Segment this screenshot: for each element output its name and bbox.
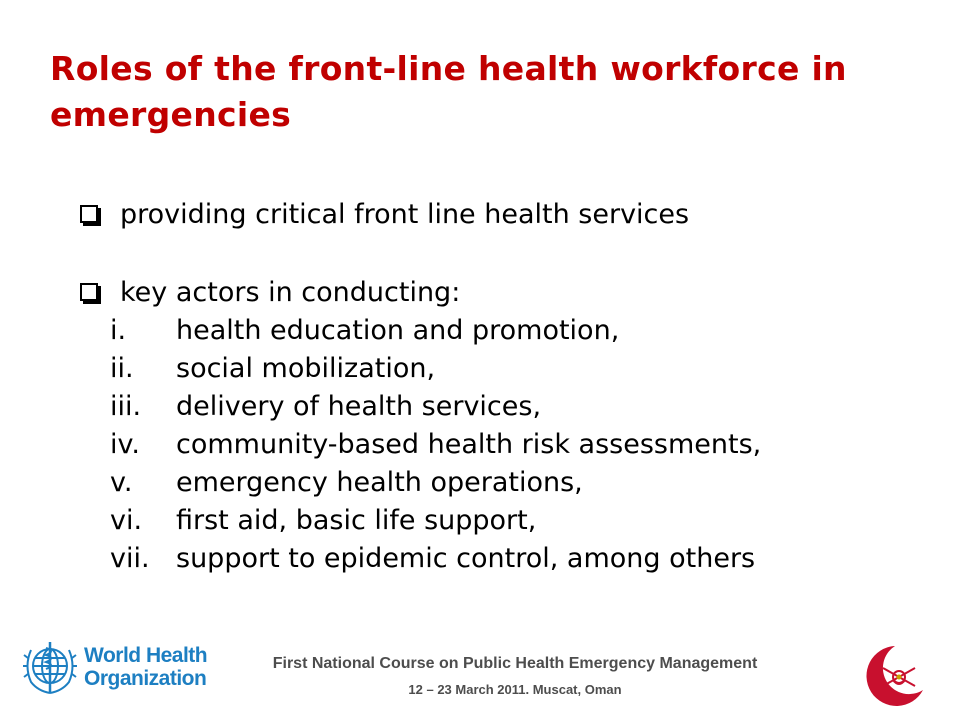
bullet-text: providing critical front line health services [120, 199, 690, 230]
checkbox-bullet-icon [80, 205, 98, 223]
slide-title: Roles of the front-line health workforce in emergencies [50, 49, 847, 134]
roman-numeral-list [80, 312, 900, 578]
who-emblem-icon [22, 636, 78, 698]
bullet-item [80, 274, 900, 312]
list-text: emergency health operations, [176, 467, 583, 498]
list-text: first aid, basic life support, [176, 505, 537, 536]
checkbox-bullet-icon [80, 283, 98, 301]
bullet-item [80, 196, 900, 234]
list-text: health education and promotion, [176, 315, 620, 346]
who-wordmark: World Health Organization [84, 644, 208, 690]
list-item [110, 426, 900, 464]
list-numeral: iii. [110, 391, 142, 422]
slide-content [80, 196, 900, 578]
list-item [110, 350, 900, 388]
who-logo [22, 636, 207, 698]
list-item [110, 502, 900, 540]
list-text: delivery of health services, [176, 391, 542, 422]
footer-course-title: First National Course on Public Health Emergency Management [272, 655, 758, 672]
list-numeral: iv. [110, 429, 140, 460]
list-text: social mobilization, [176, 353, 436, 384]
list-text: support to epidemic control, among others [176, 543, 756, 574]
list-numeral: i. [110, 315, 127, 346]
list-numeral: v. [110, 467, 133, 498]
footer-dates: 12 – 23 March 2011. Muscat, Oman [408, 682, 622, 697]
list-item [110, 312, 900, 350]
list-numeral: vi. [110, 505, 143, 536]
list-item [110, 388, 900, 426]
list-item [110, 540, 900, 578]
list-item [110, 464, 900, 502]
list-numeral: vii. [110, 543, 150, 574]
red-crescent-emblem-icon [855, 640, 931, 710]
list-text: community-based health risk assessments, [176, 429, 762, 460]
bullet-text: key actors in conducting: [120, 277, 461, 308]
list-numeral: ii. [110, 353, 134, 384]
